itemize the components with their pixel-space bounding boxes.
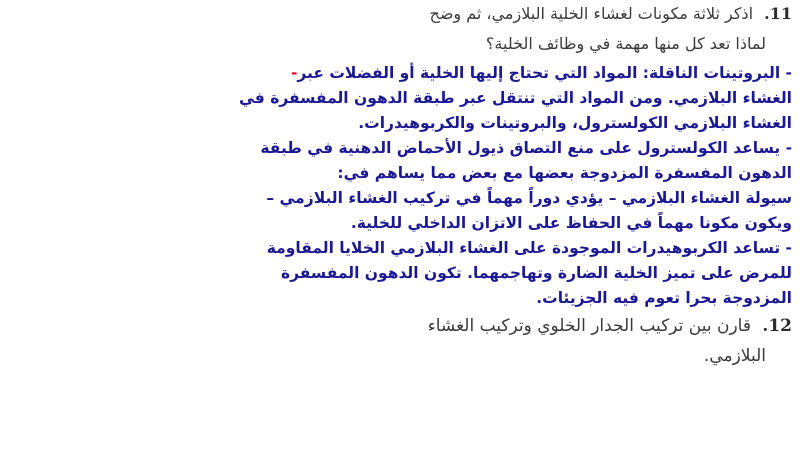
answer-11-line-10: المزدوجة بحرا تعوم فيه الجزيئات.: [536, 289, 792, 307]
question-11-line-2: [486, 34, 766, 53]
question-12-number: 12.: [762, 316, 792, 336]
red-bullet-marker: -: [290, 64, 298, 82]
answer-11-line-8: - تساعد الكربوهيدرات الموجودة على الغشاء البلازمي الخلايا المقاومة: [266, 239, 792, 257]
question-11-line-1: [430, 4, 793, 23]
question-12-line-1: [428, 316, 792, 336]
answer-11-line-5: الدهون المفسفرة المزدوجة بعضها مع بعض مما يساهم في:: [337, 164, 792, 182]
answer-11-line-1: [281, 64, 792, 82]
answer-11-line-6: سيولة الغشاء البلازمي – يؤدي دوراً مهماً في تركيب الغشاء البلازمي –: [266, 189, 792, 207]
answer-11-line-3: الغشاء البلازمي الكولسترول، والبروتينات والكربوهيدرات.: [358, 114, 792, 132]
question-11-text-2: لماذا تعد كل منها مهمة في وظائف الخلية؟: [485, 34, 766, 53]
answer-11-line-9: للمرض على تميز الخلية الضارة وتهاجمهما. تكون الدهون المفسفرة: [280, 264, 792, 282]
question-12-text-1: قارن بين تركيب الجدار الخلوي وتركيب الغشاء: [427, 316, 751, 336]
question-11-text-1: اذكر ثلاثة مكونات لغشاء الخلية البلازمي، ثم وضح: [429, 4, 754, 23]
question-11-number: 11.: [764, 4, 792, 23]
answer-11-line-2: الغشاء البلازمي. ومن المواد التي تنتقل عبر طبقة الدهون المفسفرة في: [238, 89, 792, 107]
answer-11-line-4: - يساعد الكولسترول على منع التصاق ذيول الأحماض الدهنية في طبقة: [260, 139, 792, 157]
answer-11-line-7: ويكون مكونا مهماً في الحفاظ على الاتزان الداخلي للخلية.: [350, 214, 792, 232]
answer-11-line-1-text: - البروتينات الناقلة: المواد التي تحتاج إليها الخلية أو الفضلات عبر: [297, 64, 792, 82]
question-12-text-2: البلازمي.: [703, 346, 766, 366]
question-12-line-2: [704, 346, 766, 366]
